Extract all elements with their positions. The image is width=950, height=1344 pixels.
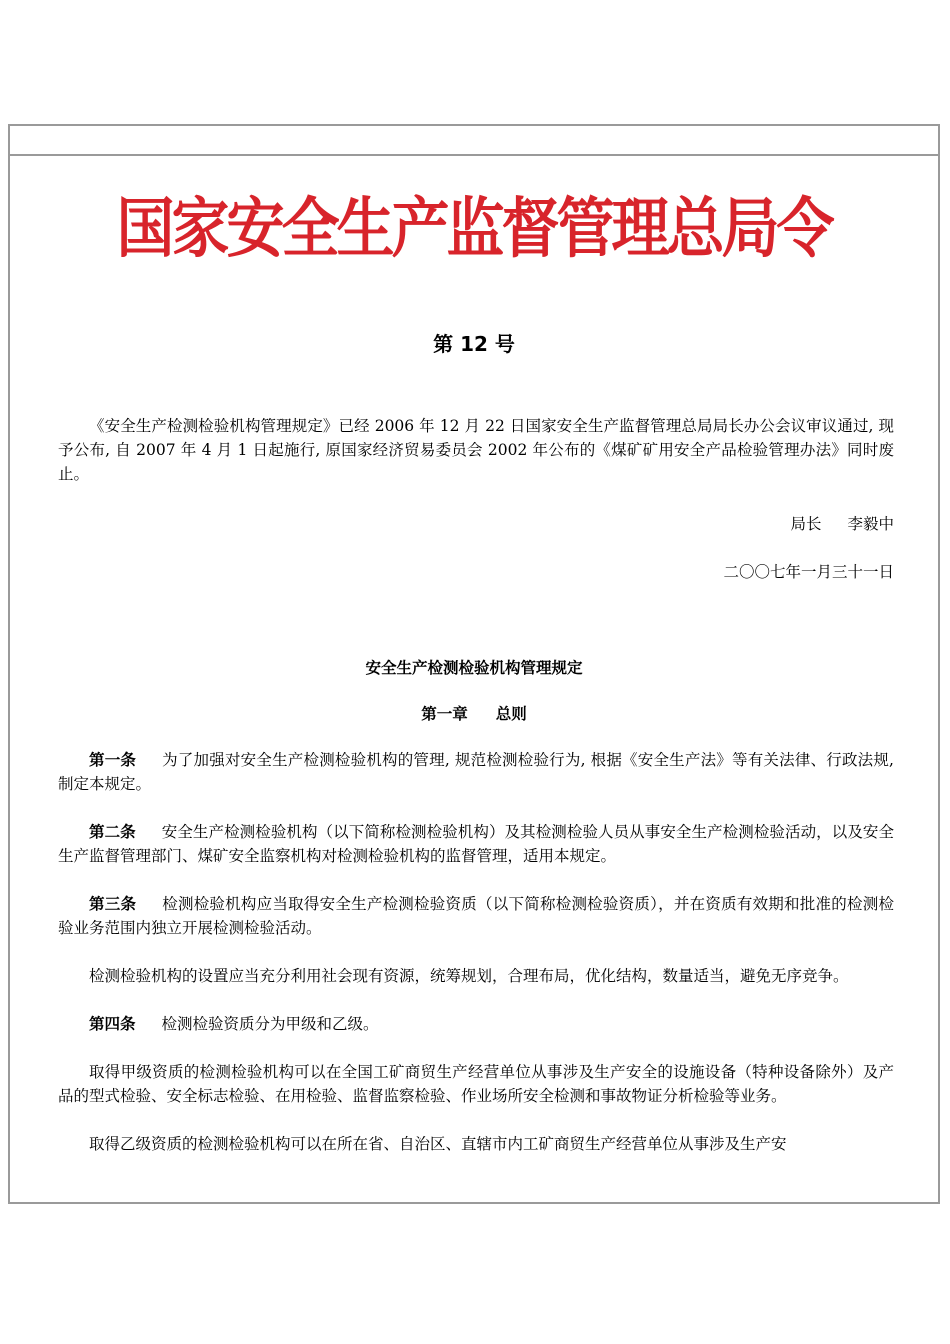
article-text: 检测检验机构的设置应当充分利用社会现有资源，统筹规划，合理布局，优化结构，数量适当，避免无序竞争。: [89, 967, 849, 985]
preamble: [58, 414, 894, 486]
article-paragraph: [58, 1012, 894, 1036]
date-text: 二〇〇七年一月三十一日: [723, 563, 894, 581]
chapter-name: 总则: [495, 705, 527, 723]
order-number: 第 12 号: [433, 332, 515, 356]
article-paragraph: [58, 964, 894, 988]
decree-banner: 国家安全生产监督管理总局令: [116, 189, 832, 267]
article-text: 取得乙级资质的检测检验机构可以在所在省、自治区、直辖市内工矿商贸生产经营单位从事涉及生产安: [89, 1135, 787, 1153]
articles: [58, 748, 894, 1180]
article-text: 检测检验机构应当取得安全生产检测检验资质（以下简称检测检验资质），并在资质有效期和批准的检测检验业务范围内独立开展检测检验活动。: [58, 895, 894, 937]
article-head: 第三条: [89, 895, 137, 913]
article-text: 取得甲级资质的检测检验机构可以在全国工矿商贸生产经营单位从事涉及生产安全的设施设备（特种设备除外）及产品的型式检验、安全标志检验、在用检验、监督监察检验、作业场所安全检测和事故物证分析检验等业务。: [58, 1063, 894, 1105]
signature-line: [58, 512, 894, 536]
article-text: 安全生产检测检验机构（以下简称检测检验机构）及其检测检验人员从事安全生产检测检验活动，以及安全生产监督管理部门、煤矿安全监察机构对检测检验机构的监督管理，适用本规定。: [58, 823, 894, 865]
chapter-heading: [10, 702, 938, 724]
article-paragraph: [58, 1132, 894, 1156]
article-paragraph: [58, 1060, 894, 1108]
document-frame: [8, 124, 940, 1204]
article-text: 检测检验资质分为甲级和乙级。: [161, 1015, 379, 1033]
signer-title: 局长: [790, 515, 822, 533]
article-head: 第四条: [89, 1015, 136, 1033]
article-paragraph: [58, 748, 894, 796]
article-paragraph: [58, 820, 894, 868]
article-head: 第二条: [89, 823, 136, 841]
article-text: 为了加强对安全生产检测检验机构的管理, 规范检测检验行为, 根据《安全生产法》等有关法律、行政法规, 制定本规定。: [58, 751, 894, 793]
signer-name: 李毅中: [847, 515, 894, 533]
article-paragraph: [58, 892, 894, 940]
regulation-title: 安全生产检测检验机构管理规定: [365, 659, 583, 677]
decree-date: [58, 560, 894, 584]
article-head: 第一条: [89, 751, 137, 769]
preamble-text: 《安全生产检测检验机构管理规定》已经 2006 年 12 月 22 日国家安全生产监督管理总局局长办公会议审议通过, 现予公布, 自 2007 年 4 月 1 日起施行, 原国家经济贸易委员会 2002 年公布的《煤矿矿用安全产品检验管理办法》同时废止。: [58, 417, 894, 483]
chapter-number: 第一章: [421, 705, 468, 723]
top-bar: [10, 126, 938, 156]
